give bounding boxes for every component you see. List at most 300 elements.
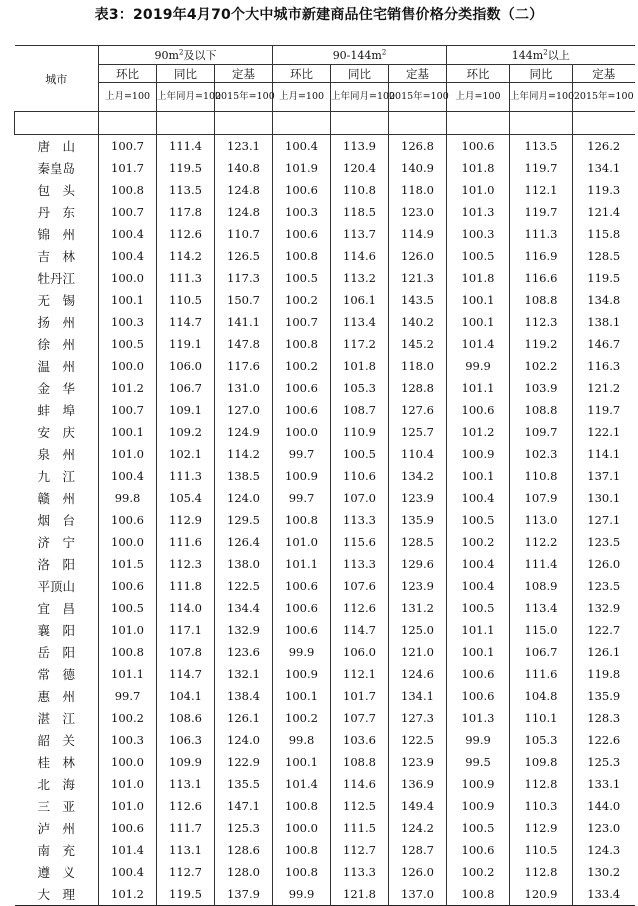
index-value: 118.5 (331, 201, 389, 223)
index-value: 100.2 (99, 707, 157, 729)
index-value: 114.2 (215, 443, 273, 465)
table-row (15, 619, 635, 641)
table-row (15, 201, 635, 223)
table-row (15, 795, 635, 817)
city-name: 洛 阳 (15, 553, 99, 575)
index-value: 100.6 (447, 663, 510, 685)
city-name: 济 宁 (15, 531, 99, 553)
index-value: 126.4 (215, 531, 273, 553)
base-header-fixed: 2015年=100 (573, 83, 635, 112)
index-value: 114.2 (157, 245, 215, 267)
index-value: 132.9 (573, 597, 635, 619)
index-value: 122.9 (215, 751, 273, 773)
index-value: 116.3 (573, 355, 635, 377)
city-name: 吉 林 (15, 245, 99, 267)
table-row (15, 377, 635, 399)
index-value: 100.6 (273, 575, 331, 597)
index-value: 111.3 (510, 223, 573, 245)
index-value: 120.4 (331, 157, 389, 179)
index-value: 100.8 (273, 333, 331, 355)
index-value: 119.5 (573, 267, 635, 289)
index-value: 100.3 (99, 311, 157, 333)
index-value: 123.0 (389, 201, 447, 223)
index-value: 100.6 (447, 399, 510, 421)
index-value: 101.4 (99, 839, 157, 861)
index-value: 102.3 (510, 443, 573, 465)
city-name: 赣 州 (15, 487, 99, 509)
index-value: 107.9 (510, 487, 573, 509)
index-value: 100.6 (273, 179, 331, 201)
index-value: 101.0 (99, 619, 157, 641)
index-value: 100.4 (99, 245, 157, 267)
sub-header-yoy: 同比 (157, 65, 215, 83)
index-value: 138.5 (215, 465, 273, 487)
index-value: 103.9 (510, 377, 573, 399)
index-value: 124.9 (215, 421, 273, 443)
index-value: 101.9 (273, 157, 331, 179)
index-value: 101.1 (447, 619, 510, 641)
city-name: 徐 州 (15, 333, 99, 355)
index-value: 119.3 (573, 179, 635, 201)
index-value: 106.0 (331, 641, 389, 663)
index-value: 119.5 (157, 157, 215, 179)
index-value: 101.2 (99, 377, 157, 399)
index-value: 149.4 (389, 795, 447, 817)
index-value: 99.5 (447, 751, 510, 773)
index-value: 127.0 (215, 399, 273, 421)
index-value: 100.6 (273, 597, 331, 619)
index-value: 136.9 (389, 773, 447, 795)
index-value: 109.7 (510, 421, 573, 443)
index-value: 101.0 (273, 531, 331, 553)
sub-header-mom: 环比 (447, 65, 510, 83)
index-value: 101.8 (331, 355, 389, 377)
index-value: 107.7 (331, 707, 389, 729)
city-name: 丹 东 (15, 201, 99, 223)
index-value: 101.7 (331, 685, 389, 707)
index-value: 140.9 (389, 157, 447, 179)
index-value: 110.8 (510, 465, 573, 487)
index-value: 134.8 (573, 289, 635, 311)
index-value: 119.7 (510, 157, 573, 179)
city-name: 韶 关 (15, 729, 99, 751)
table-row (15, 333, 635, 355)
index-value: 134.4 (215, 597, 273, 619)
index-value: 135.5 (215, 773, 273, 795)
index-value: 128.0 (215, 861, 273, 883)
index-value: 132.1 (215, 663, 273, 685)
table-row (15, 267, 635, 289)
index-value: 137.9 (215, 883, 273, 906)
index-value: 114.9 (389, 223, 447, 245)
index-value: 101.2 (99, 883, 157, 906)
index-value: 100.9 (447, 773, 510, 795)
city-name: 秦皇岛 (15, 157, 99, 179)
index-value: 99.7 (273, 487, 331, 509)
index-value: 101.0 (99, 773, 157, 795)
index-value: 122.7 (573, 619, 635, 641)
index-value: 100.6 (447, 135, 510, 158)
index-value: 138.0 (215, 553, 273, 575)
index-value: 100.5 (447, 597, 510, 619)
table-row (15, 817, 635, 839)
index-value: 100.6 (99, 817, 157, 839)
index-value: 110.7 (215, 223, 273, 245)
table-row (15, 245, 635, 267)
index-value: 121.2 (573, 377, 635, 399)
index-value: 100.3 (273, 201, 331, 223)
index-value: 119.7 (510, 201, 573, 223)
index-value: 100.0 (99, 751, 157, 773)
table-row (15, 839, 635, 861)
index-value: 101.1 (99, 663, 157, 685)
index-value: 114.6 (331, 245, 389, 267)
index-value: 119.5 (157, 883, 215, 906)
city-name: 三 亚 (15, 795, 99, 817)
index-value: 128.3 (573, 707, 635, 729)
index-value: 150.7 (215, 289, 273, 311)
city-name: 平顶山 (15, 575, 99, 597)
table-row (15, 421, 635, 443)
index-value: 101.0 (447, 179, 510, 201)
index-value: 106.1 (331, 289, 389, 311)
index-value: 100.9 (447, 795, 510, 817)
index-value: 128.5 (573, 245, 635, 267)
index-value: 130.1 (573, 487, 635, 509)
index-value: 100.4 (447, 487, 510, 509)
index-value: 113.9 (331, 135, 389, 158)
index-value: 108.7 (331, 399, 389, 421)
index-value: 100.1 (273, 685, 331, 707)
table-row (15, 289, 635, 311)
index-value: 138.4 (215, 685, 273, 707)
city-name: 宜 昌 (15, 597, 99, 619)
index-value: 121.4 (573, 201, 635, 223)
index-value: 113.4 (510, 597, 573, 619)
index-value: 112.1 (510, 179, 573, 201)
index-value: 113.5 (510, 135, 573, 158)
index-value: 111.6 (510, 663, 573, 685)
city-name: 安 庆 (15, 421, 99, 443)
index-value: 109.9 (157, 751, 215, 773)
index-value: 123.0 (573, 817, 635, 839)
index-value: 100.7 (273, 311, 331, 333)
table-row (15, 179, 635, 201)
index-value: 124.3 (573, 839, 635, 861)
city-name: 牡丹江 (15, 267, 99, 289)
index-value: 101.0 (99, 443, 157, 465)
index-value: 112.1 (331, 663, 389, 685)
table-row (15, 311, 635, 333)
index-value: 99.7 (99, 685, 157, 707)
city-name: 锦 州 (15, 223, 99, 245)
index-value: 101.2 (447, 421, 510, 443)
index-value: 126.1 (573, 641, 635, 663)
index-value: 119.2 (510, 333, 573, 355)
city-name: 遵 义 (15, 861, 99, 883)
index-value: 100.1 (447, 465, 510, 487)
index-value: 100.1 (447, 289, 510, 311)
index-value: 140.8 (215, 157, 273, 179)
index-value: 100.6 (273, 619, 331, 641)
index-value: 100.4 (447, 575, 510, 597)
index-value: 114.7 (157, 311, 215, 333)
base-header-yoy: 上年同月=100 (510, 83, 573, 112)
table-row (15, 223, 635, 245)
index-value: 100.5 (447, 245, 510, 267)
index-value: 99.8 (273, 729, 331, 751)
index-value: 100.3 (99, 729, 157, 751)
index-value: 112.2 (510, 531, 573, 553)
index-value: 114.7 (331, 619, 389, 641)
table-row (15, 751, 635, 773)
sub-header-mom: 环比 (273, 65, 331, 83)
index-value: 112.9 (157, 509, 215, 531)
index-value: 109.2 (157, 421, 215, 443)
index-value: 119.7 (573, 399, 635, 421)
index-value: 121.0 (389, 641, 447, 663)
city-name: 岳 阳 (15, 641, 99, 663)
index-value: 112.8 (510, 861, 573, 883)
index-value: 124.8 (215, 201, 273, 223)
index-value: 127.3 (389, 707, 447, 729)
index-value: 126.0 (389, 245, 447, 267)
index-value: 111.3 (157, 267, 215, 289)
index-value: 124.0 (215, 729, 273, 751)
table-row (15, 509, 635, 531)
index-value: 101.4 (447, 333, 510, 355)
base-header-yoy: 上年同月=100 (157, 83, 215, 112)
index-value: 100.2 (273, 289, 331, 311)
index-value: 100.8 (99, 179, 157, 201)
index-value: 105.3 (331, 377, 389, 399)
index-value: 121.3 (389, 267, 447, 289)
index-value: 132.9 (215, 619, 273, 641)
index-value: 108.6 (157, 707, 215, 729)
index-value: 99.9 (273, 641, 331, 663)
index-value: 134.1 (573, 157, 635, 179)
city-name: 泸 州 (15, 817, 99, 839)
index-value: 100.6 (447, 839, 510, 861)
index-value: 125.0 (389, 619, 447, 641)
index-value: 144.0 (573, 795, 635, 817)
city-name: 蚌 埠 (15, 399, 99, 421)
sub-header-yoy: 同比 (510, 65, 573, 83)
index-value: 100.8 (273, 795, 331, 817)
table-row (15, 157, 635, 179)
index-value: 123.9 (389, 487, 447, 509)
index-value: 131.2 (389, 597, 447, 619)
index-value: 100.6 (273, 399, 331, 421)
index-value: 111.7 (157, 817, 215, 839)
index-value: 126.5 (215, 245, 273, 267)
index-value: 110.1 (510, 707, 573, 729)
index-value: 100.0 (99, 267, 157, 289)
table-row (15, 575, 635, 597)
index-value: 101.1 (273, 553, 331, 575)
index-value: 143.5 (389, 289, 447, 311)
index-value: 108.8 (331, 751, 389, 773)
index-value: 110.4 (389, 443, 447, 465)
index-value: 100.6 (273, 377, 331, 399)
index-value: 123.9 (389, 751, 447, 773)
group-header-large: $144m^2$以上 (447, 46, 635, 65)
index-value: 100.4 (447, 553, 510, 575)
table-row (15, 399, 635, 421)
index-value: 125.3 (215, 817, 273, 839)
index-value: 118.0 (389, 179, 447, 201)
index-value: 106.7 (157, 377, 215, 399)
index-value: 121.8 (331, 883, 389, 906)
index-value: 112.6 (331, 597, 389, 619)
index-value: 101.8 (447, 157, 510, 179)
index-value: 112.3 (510, 311, 573, 333)
city-name: 烟 台 (15, 509, 99, 531)
index-value: 123.5 (573, 575, 635, 597)
index-value: 100.5 (331, 443, 389, 465)
index-value: 128.6 (215, 839, 273, 861)
price-index-table (14, 45, 635, 906)
table-header (15, 46, 635, 112)
city-name: 九 江 (15, 465, 99, 487)
index-value: 111.4 (157, 135, 215, 158)
city-name: 温 州 (15, 355, 99, 377)
index-value: 109.8 (510, 751, 573, 773)
index-value: 123.6 (215, 641, 273, 663)
index-value: 114.7 (157, 663, 215, 685)
header-spacer (15, 112, 635, 135)
index-value: 113.1 (157, 773, 215, 795)
index-value: 100.2 (447, 861, 510, 883)
index-value: 100.0 (273, 817, 331, 839)
index-value: 125.3 (573, 751, 635, 773)
table-body (15, 112, 635, 906)
base-header-fixed: 2015年=100 (215, 83, 273, 112)
index-value: 111.5 (331, 817, 389, 839)
index-value: 133.4 (573, 883, 635, 906)
index-value: 114.6 (331, 773, 389, 795)
index-value: 101.3 (447, 201, 510, 223)
city-name: 包 头 (15, 179, 99, 201)
index-value: 125.7 (389, 421, 447, 443)
sub-header-yoy: 同比 (331, 65, 389, 83)
index-value: 114.1 (573, 443, 635, 465)
index-value: 101.7 (99, 157, 157, 179)
city-name: 惠 州 (15, 685, 99, 707)
index-value: 100.2 (447, 531, 510, 553)
index-value: 106.3 (157, 729, 215, 751)
index-value: 120.9 (510, 883, 573, 906)
index-value: 119.8 (573, 663, 635, 685)
group-header-medium: $90-144m^2$ (273, 46, 447, 65)
index-value: 99.8 (99, 487, 157, 509)
table-row (15, 729, 635, 751)
index-value: 100.8 (273, 839, 331, 861)
index-value: 110.8 (331, 179, 389, 201)
index-value: 101.4 (273, 773, 331, 795)
index-value: 113.0 (510, 509, 573, 531)
index-value: 140.2 (389, 311, 447, 333)
index-value: 107.6 (331, 575, 389, 597)
index-value: 100.4 (99, 465, 157, 487)
city-name: 湛 江 (15, 707, 99, 729)
table-row (15, 773, 635, 795)
table-row (15, 641, 635, 663)
index-value: 105.3 (510, 729, 573, 751)
index-value: 117.6 (215, 355, 273, 377)
index-value: 113.5 (157, 179, 215, 201)
index-value: 100.1 (273, 751, 331, 773)
index-value: 126.8 (389, 135, 447, 158)
table-row (15, 355, 635, 377)
index-value: 100.5 (99, 597, 157, 619)
index-value: 129.5 (215, 509, 273, 531)
table-row (15, 597, 635, 619)
city-name: 泉 州 (15, 443, 99, 465)
index-value: 99.9 (447, 729, 510, 751)
index-value: 128.8 (389, 377, 447, 399)
index-value: 133.1 (573, 773, 635, 795)
table-row (15, 135, 635, 158)
index-value: 100.7 (99, 201, 157, 223)
index-value: 113.3 (331, 509, 389, 531)
index-value: 135.9 (389, 509, 447, 531)
table-row (15, 531, 635, 553)
index-value: 101.1 (447, 377, 510, 399)
index-value: 116.9 (510, 245, 573, 267)
base-header-mom: 上月=100 (99, 83, 157, 112)
index-value: 137.1 (573, 465, 635, 487)
index-value: 145.2 (389, 333, 447, 355)
index-value: 100.4 (99, 861, 157, 883)
index-value: 100.9 (273, 663, 331, 685)
table-row (15, 443, 635, 465)
group-header-small: $90m^2$及以下 (99, 46, 273, 65)
index-value: 99.9 (447, 355, 510, 377)
index-value: 126.0 (573, 553, 635, 575)
index-value: 131.0 (215, 377, 273, 399)
index-value: 100.1 (99, 421, 157, 443)
index-value: 146.7 (573, 333, 635, 355)
index-value: 113.1 (157, 839, 215, 861)
index-value: 100.7 (99, 399, 157, 421)
index-value: 118.0 (389, 355, 447, 377)
index-value: 100.8 (99, 641, 157, 663)
index-value: 99.9 (273, 883, 331, 906)
index-value: 113.3 (331, 553, 389, 575)
index-value: 100.2 (273, 707, 331, 729)
index-value: 110.9 (331, 421, 389, 443)
city-name: 北 海 (15, 773, 99, 795)
index-value: 115.0 (510, 619, 573, 641)
index-value: 111.3 (157, 465, 215, 487)
table-row (15, 883, 635, 906)
index-value: 100.6 (99, 575, 157, 597)
index-value: 107.0 (331, 487, 389, 509)
index-value: 108.8 (510, 289, 573, 311)
index-value: 102.1 (157, 443, 215, 465)
index-value: 128.7 (389, 839, 447, 861)
index-value: 124.6 (389, 663, 447, 685)
index-value: 112.7 (331, 839, 389, 861)
city-name: 无 锡 (15, 289, 99, 311)
index-value: 137.0 (389, 883, 447, 906)
index-value: 147.1 (215, 795, 273, 817)
index-value: 100.1 (447, 311, 510, 333)
index-value: 115.6 (331, 531, 389, 553)
index-value: 112.3 (157, 553, 215, 575)
index-value: 127.6 (389, 399, 447, 421)
